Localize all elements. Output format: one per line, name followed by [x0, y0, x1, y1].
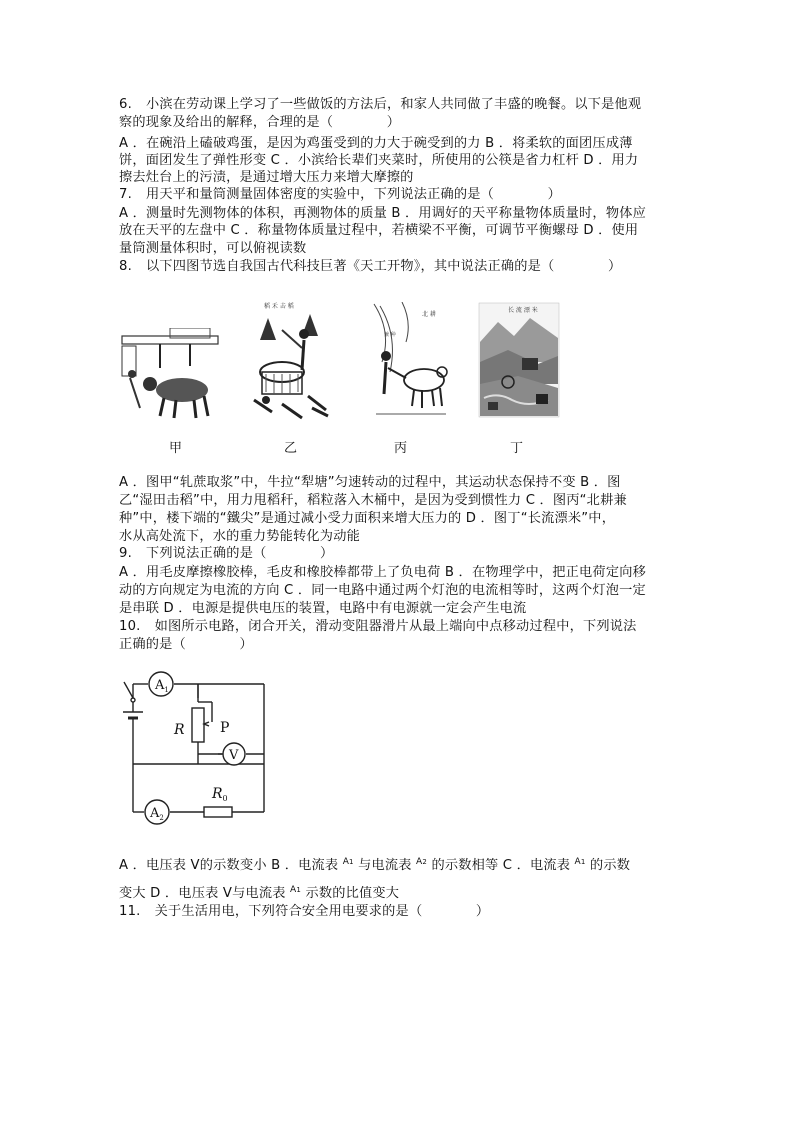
q9-option-line2: 动的方向规定为电流的方向 C ．同一电路中通过两个灯泡的电流相等时，这两个灯泡一定: [119, 583, 646, 598]
q8-number: 8.: [119, 259, 132, 274]
q6-number: 6.: [119, 97, 132, 112]
switch-blade: [124, 682, 133, 698]
q7-option-line3: 量筒测量体积时，可以俯视读数: [119, 241, 307, 256]
q6-option-line1: A ．在碗沿上磕破鸡蛋，是因为鸡蛋受到的力大于碗受到的力 B ．将柔软的面团压成薄: [119, 136, 633, 151]
svg-text:长 流 漂 米: 长 流 漂 米: [508, 307, 538, 314]
svg-text:北 耕: 北 耕: [422, 311, 436, 318]
q7-number: 7.: [119, 187, 132, 202]
image-jia-sugarcane-press: [120, 328, 222, 420]
q9-line1: 9. 下列说法正确的是（ ）: [119, 546, 334, 561]
meter-a1-symbol-3: A1: [290, 885, 302, 895]
q10-line2: 正确的是（ ）: [119, 637, 253, 652]
q7-line1: 7. 用天平和量筒测量固体密度的实验中，下列说法正确的是（ ）: [119, 187, 561, 202]
resistor-r0-label: $R_0$: [212, 786, 228, 803]
ammeter-a1-label: $A_1$: [155, 678, 169, 694]
q6-line2: 察的现象及给出的解释，合理的是（ ）: [119, 115, 401, 130]
svg-text:兼 种: 兼 种: [384, 332, 396, 338]
image-yi-threshing-rice: [252, 300, 330, 420]
voltmeter-label: V: [229, 748, 239, 763]
q8-option-line2: 乙“湿田击稻”中，用力甩稻秆，稻粒落入木桶中，是因为受到惯性力 C ．图丙“北耕兼: [119, 493, 627, 508]
caption-jia: 甲: [169, 441, 183, 456]
q6-option-line3: 擦去灶台上的污渍，是通过增大压力来增大摩擦的: [119, 170, 414, 185]
slider-p-label: P: [220, 720, 230, 736]
ammeter-a2-label: $A_2$: [150, 806, 164, 822]
q8-option-line4: 水从高处流下，水的重力势能转化为动能: [119, 529, 360, 544]
q9-option-line3: 是串联 D ．电源是提供电压的装置，电路中有电源就一定会产生电流: [119, 601, 527, 616]
q7-option-line1: A ．测量时先测物体的体积，再测物体的质量 B ．用调好的天平称量物体质量时，物体应: [119, 206, 646, 221]
q8-line1: 8. 以下四图节选自我国古代科技巨著《天工开物》，其中说法正确的是（ ）: [119, 259, 622, 274]
q9-option-line1: A ．用毛皮摩擦橡胶棒，毛皮和橡胶棒都带上了负电荷 B ．在物理学中，把正电荷定向移: [119, 565, 646, 580]
circuit-diagram: [118, 668, 270, 828]
image-ding-water-mill: [478, 302, 560, 418]
q6-option-line2: 饼，面团发生了弹性形变 C ．小滨给长辈们夹菜时，所使用的公筷是省力杠杆 D ．用力: [119, 153, 639, 168]
q10-number: 10.: [119, 619, 141, 634]
q7-option-line2: 放在天平的左盘中 C ．称量物体质量过程中，若横梁不平衡，可调节平衡螺母 D ．使用: [119, 223, 639, 238]
q10-option-line2: 变大 D ．电压表 V与电流表 $^{A1}$ 示数的比值变大: [119, 885, 400, 901]
q10-line1: 10. 如图所示电路，闭合开关，滑动变阻器滑片从最上端向中点移动过程中，下列说法: [119, 619, 637, 634]
meter-a2-symbol: A2: [416, 857, 428, 867]
caption-bing: 丙: [394, 441, 408, 456]
caption-yi: 乙: [284, 441, 298, 456]
q8-option-line1: A ．图甲“轧蔗取浆”中，牛拉“犁塘”匀速转动的过程中，其运动状态保持不变 B ．图: [119, 475, 621, 490]
meter-a1-symbol: A1: [342, 857, 354, 867]
image-bing-plowing: [372, 302, 450, 420]
meter-a1-symbol-2: A1: [574, 857, 586, 867]
svg-text:稻 禾 击 稻: 稻 禾 击 稻: [264, 303, 294, 310]
q10-option-line1: A ．电压表 V的示数变小 B ．电流表 $^{A1}$ 与电流表 $^{A2}$ 的示数相等 C ．电流表 $^{A1}$ 的示数: [119, 857, 631, 873]
rheostat-label: R: [174, 722, 185, 738]
q8-option-line3: 种”中，楼下端的“鐵尖”是通过减小受力面积来增大压力的 D ．图丁“长流漂米”中，: [119, 511, 616, 526]
q6-line1: 6. 小滨在劳动课上学习了一些做饭的方法后，和家人共同做了丰盛的晚餐。以下是他观: [119, 97, 642, 112]
q11-number: 11.: [119, 904, 141, 919]
q9-number: 9.: [119, 546, 132, 561]
q11-line1: 11. 关于生活用电，下列符合安全用电要求的是（ ）: [119, 904, 490, 919]
caption-ding: 丁: [510, 441, 524, 456]
